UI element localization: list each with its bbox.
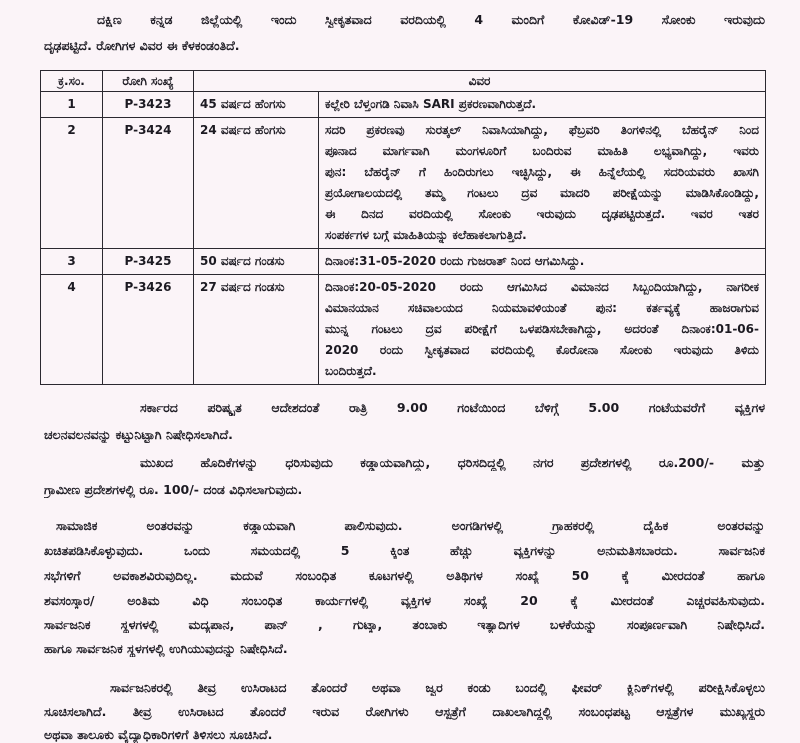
paragraph-line: ಸಾಮಾಜಿಕ ಅಂತರವನ್ನು ಕಡ್ಡಾಯವಾಗಿ ಪಾಲಿಸುವುದು. ಅಂಗಡಿಗಳಲ್ಲಿ ಗ್ರಾಹಕರಲ್ಲಿ ದೈಹಿಕ ಅಂತರವನ್ನು: [56, 518, 765, 533]
paragraph-line: ಸಾರ್ವಜನಿಕರಲ್ಲಿ ತೀವ್ರ ಉಸಿರಾಟದ ತೊಂದರೆ ಅಥವಾ ಜ್ವರ ಕಂಡು ಬಂದಲ್ಲಿ ಫೀವರ್ ಕ್ಲಿನಿಕ್‌ಗಳಲ್ಲಿ ಪರೀಕ್ಷಿಸಿಕೊಳ್ಳಲು: [110, 680, 765, 695]
paragraph-line: ಗ್ರಾಮೀಣ ಪ್ರದೇಶಗಳಲ್ಲಿ ರೂ. 100/- ದಂಡ ವಿಧಿಸಲಾಗುವುದು.: [44, 482, 303, 497]
details-line: ದಿನಾಂಕ:20-05-2020 ರಂದು ಆಗಮಿಸಿದ ವಿಮಾನದ ಸಿಬ್ಬಂದಿಯಾಗಿದ್ದು, ನಾಗರೀಕ: [325, 280, 759, 294]
intro-line: ದೃಢಪಟ್ಟಿದೆ. ರೋಗಿಗಳ ವಿವರ ಈ ಕೆಳಕಂಡಂತಿದೆ.: [44, 38, 240, 53]
details-line: ಬಂದಿರುತ್ತದೆ.: [325, 364, 377, 378]
paragraph-line: ಖಚಿತಪಡಿಸಿಕೊಳ್ಳುವುದು. ಒಂದು ಸಮಯದಲ್ಲಿ 5 ಕ್ಕಿಂತ ಹೆಚ್ಚು ವ್ಯಕ್ತಿಗಳನ್ನು ಅನುಮತಿಸಬಾರದು. ಸಾರ್ವಜನಿಕ: [44, 543, 765, 558]
table-row: [41, 249, 766, 275]
paragraph-line: ಶವಸಂಸ್ಕಾರ/ ಅಂತಿಮ ವಿಧಿ ಸಂಬಂಧಿತ ಕಾರ್ಯಗಳಲ್ಲಿ ವ್ಯಕ್ತಿಗಳ ಸಂಖ್ಯೆ 20 ಕ್ಕೆ ಮೀರದಂತೆ ಎಚ್ಚರವಹಿಸುವುದು.: [44, 593, 765, 608]
table-row: [41, 118, 766, 249]
paragraph-line: ಮುಖದ ಹೊದಿಕೆಗಳನ್ನು ಧರಿಸುವುದು ಕಡ್ಡಾಯವಾಗಿದ್ದು, ಧರಿಸದಿದ್ದಲ್ಲಿ ನಗರ ಪ್ರದೇಶಗಳಲ್ಲಿ ರೂ.200/- ಮತ್ತು: [140, 455, 765, 470]
details-line: ಸಂಪರ್ಕಗಳ ಬಗ್ಗೆ ಮಾಹಿತಿಯನ್ನು ಕಲೆಹಾಕಲಾಗುತ್ತಿದೆ.: [325, 228, 527, 242]
details-line: ವಿಮಾನಯಾನ ಸಚಿವಾಲಯದ ನಿಯಮಾವಳಿಯಂತೆ ಪುನ: ಕರ್ತವ್ಯಕ್ಕೆ ಹಾಜರಾಗುವ: [325, 301, 759, 315]
details-line: ಸದರಿ ಪ್ರಕರಣವು ಸುರತ್ಕಲ್ ನಿವಾಸಿಯಾಗಿದ್ದು, ಫೆಬ್ರವರಿ ತಿಂಗಳಿನಲ್ಲಿ ಬೆಹರೈನ್ ನಿಂದ: [325, 123, 759, 137]
age-sex-cell: 24 ವರ್ಷದ ಹೆಂಗಸು: [194, 118, 319, 249]
serial-cell: 1: [41, 92, 103, 118]
details-line: 2020 ರಂದು ಸ್ವೀಕೃತವಾದ ವರದಿಯಲ್ಲಿ ಕೊರೋನಾ ಸೋಂಕು ಇರುವುದು ತಿಳಿದು: [325, 343, 759, 357]
details-line: ಮುನ್ನ ಗಂಟಲು ದ್ರವ ಪರೀಕ್ಷೆಗೆ ಒಳಪಡಿಸಬೇಕಾಗಿದ್ದು, ಅದರಂತೆ ದಿನಾಂಕ:01-06-: [325, 322, 759, 336]
paragraph-line: ಅಥವಾ ತಾಲೂಕು ವೈದ್ಯಾಧಿಕಾರಿಗಳಿಗೆ ತಿಳಿಸಲು ಸೂಚಿಸಿದೆ.: [44, 727, 273, 742]
details-cell: [319, 92, 766, 118]
details-cell: [319, 118, 766, 249]
details-line: ಪೂನಾದ ಮಾರ್ಗವಾಗಿ ಮಂಗಳೂರಿಗೆ ಬಂದಿರುವ ಮಾಹಿತಿ ಲಭ್ಯವಾಗಿದ್ದು, ಇವರು: [325, 144, 759, 158]
age-sex-cell: 50 ವರ್ಷದ ಗಂಡಸು: [194, 249, 319, 275]
paragraph-line: ಹಾಗೂ ಸಾರ್ವಜನಿಕ ಸ್ಥಳಗಳಲ್ಲಿ ಉಗಿಯುವುದನ್ನು ನಿಷೇಧಿಸಿದೆ.: [44, 641, 288, 656]
details-line: ಕಲ್ಲೇರಿ ಬೆಳ್ತಂಗಡಿ ನಿವಾಸಿ SARI ಪ್ರಕರಣವಾಗಿರುತ್ತದೆ.: [325, 97, 537, 111]
details-line: ಈ ದಿನದ ವರದಿಯಲ್ಲಿ ಸೋಂಕು ಇರುವುದು ದೃಢಪಟ್ಟಿರುತ್ತದೆ. ಇವರ ಇತರ: [325, 207, 759, 221]
table-row: [41, 275, 766, 385]
serial-cell: 4: [41, 275, 103, 385]
age-sex-cell: 27 ವರ್ಷದ ಗಂಡಸು: [194, 275, 319, 385]
paragraph-line: ಸೂಚಿಸಲಾಗಿದೆ. ತೀವ್ರ ಉಸಿರಾಟದ ತೊಂದರೆ ಇರುವ ರೋಗಿಗಳು ಆಸ್ಪತ್ರೆಗೆ ದಾಖಲಾಗಿದ್ದಲ್ಲಿ ಸಂಬಂಧಪಟ್ಟ ಆಸ್ಪತ್ರೆಗಳ ಮುಖ್ಯಸ್ಥರು: [44, 704, 765, 719]
paragraph-line: ಸಭೆಗಳಿಗೆ ಅವಕಾಶವಿರುವುದಿಲ್ಲ. ಮದುವೆ ಸಂಬಂಧಿತ ಕೂಟಗಳಲ್ಲಿ ಅತಿಥಿಗಳ ಸಂಖ್ಯೆ 50 ಕ್ಕೆ ಮೀರದಂತೆ ಹಾಗೂ: [44, 568, 765, 583]
header-serial: ಕ್ರ.ಸಂ.: [41, 71, 103, 92]
patient-no-cell: P-3425: [103, 249, 194, 275]
serial-cell: 3: [41, 249, 103, 275]
table-header-row: [41, 71, 766, 92]
paragraph-line: ಚಲನವಲನವನ್ನು ಕಟ್ಟುನಿಟ್ಟಾಗಿ ನಿಷೇಧಿಸಲಾಗಿದೆ.: [44, 427, 233, 442]
header-patient-no: ರೋಗಿ ಸಂಖ್ಯೆ: [103, 71, 194, 92]
patient-no-cell: P-3426: [103, 275, 194, 385]
table-row: [41, 92, 766, 118]
details-cell: [319, 275, 766, 385]
patient-table: [40, 70, 766, 385]
age-sex-cell: 45 ವರ್ಷದ ಹೆಂಗಸು: [194, 92, 319, 118]
details-cell: [319, 249, 766, 275]
header-details: ವಿವರ: [194, 71, 766, 92]
details-line: ಪುನ: ಬೆಹರೈನ್ ಗೆ ಹಿಂದಿರುಗಲು ಇಚ್ಛಿಸಿದ್ದು, ಈ ಹಿನ್ನೆಲೆಯಲ್ಲಿ ಸದರಿಯವರು ಖಾಸಗಿ: [325, 165, 759, 179]
details-line: ದಿನಾಂಕ:31-05-2020 ರಂದು ಗುಜರಾತ್ ನಿಂದ ಆಗಮಿಸಿದ್ದು.: [325, 254, 585, 268]
paragraph-line: ಸರ್ಕಾರದ ಪರಿಷ್ಕೃತ ಆದೇಶದಂತೆ ರಾತ್ರಿ 9.00 ಗಂಟೆಯಿಂದ ಬೆಳಿಗ್ಗೆ 5.00 ಗಂಟೆಯವರೆಗೆ ವ್ಯಕ್ತಿಗಳ: [140, 400, 765, 415]
paragraph-line: ಸಾರ್ವಜನಿಕ ಸ್ಥಳಗಳಲ್ಲಿ ಮದ್ಯಪಾನ, ಪಾನ್ , ಗುಟ್ಕಾ, ತಂಬಾಕು ಇತ್ಯಾದಿಗಳ ಬಳಕೆಯನ್ನು ಸಂಪೂರ್ಣವಾಗಿ ನಿಷೇಧಿಸಿದೆ.: [44, 617, 765, 632]
patient-no-cell: P-3424: [103, 118, 194, 249]
details-line: ಪ್ರಯೋಗಾಲಯದಲ್ಲಿ ತಮ್ಮ ಗಂಟಲು ದ್ರವ ಮಾದರಿ ಪರೀಕ್ಷೆಯನ್ನು ಮಾಡಿಸಿಕೊಂಡಿದ್ದು,: [325, 186, 759, 200]
intro-line: ದಕ್ಷಿಣ ಕನ್ನಡ ಜಿಲ್ಲೆಯಲ್ಲಿ ಇಂದು ಸ್ವೀಕೃತವಾದ ವರದಿಯಲ್ಲಿ 4 ಮಂದಿಗೆ ಕೋವಿಡ್-19 ಸೋಂಕು ಇರುವುದು: [97, 12, 765, 27]
patient-no-cell: P-3423: [103, 92, 194, 118]
serial-cell: 2: [41, 118, 103, 249]
